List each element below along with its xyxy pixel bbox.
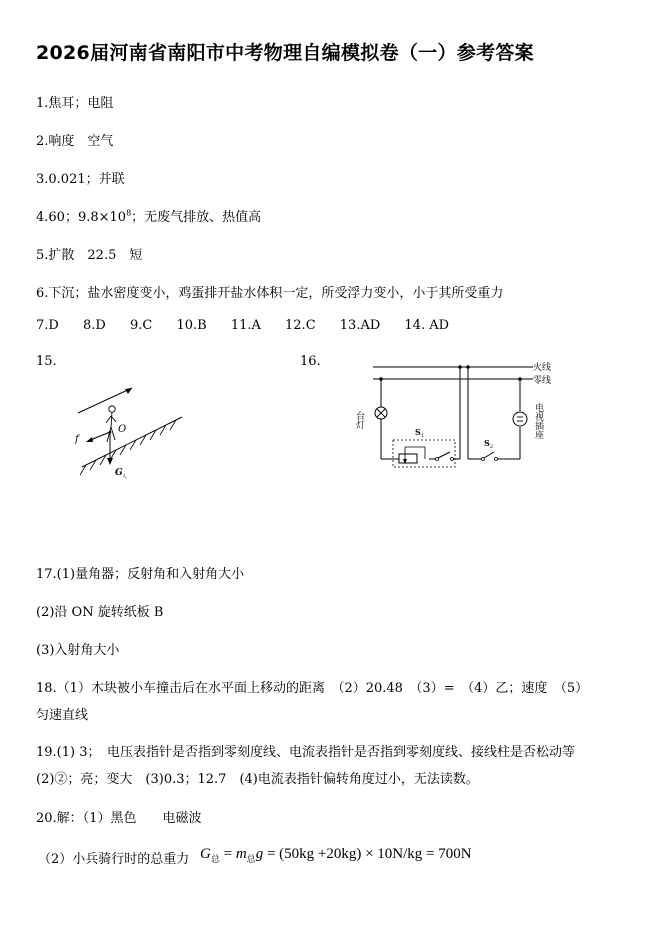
switch1-subscript: 1 — [421, 433, 425, 439]
answer-14: 14. AD — [404, 318, 450, 333]
answer-10: 10.B — [176, 318, 207, 333]
figure-15-slope-diagram — [70, 385, 200, 485]
answer-11: 11.A — [230, 318, 261, 333]
gravity-equation: $G_总 = m_总g = (50kg +20kg) \times 10N/kg = 700N$ — [200, 846, 472, 864]
point-o-label: O — [118, 424, 127, 435]
eq-m-subscript: 总 — [246, 854, 256, 864]
friction-label: f — [75, 434, 79, 445]
gravity-arrowhead — [107, 458, 113, 465]
answer-19-line2: (2)②；亮；变大 (3)0.3；12.7 (4)电流表指针偏转角度过小，无法读数。 — [36, 772, 479, 787]
gravity-label: G — [115, 468, 123, 478]
answer-17-part1: 17.(1)量角器；反射角和入射角大小 — [36, 567, 245, 582]
eq-m-symbol: m — [235, 846, 247, 862]
slope-hatching — [80, 420, 176, 475]
switch2-icon — [482, 452, 498, 461]
switch2-subscript: 2 — [490, 444, 494, 450]
lamp-label-1: 台灯 — [354, 411, 364, 429]
answer-5: 5.扩散 22.5 短 — [36, 248, 143, 263]
answer-20-part1: 20.解：（1）黑色 电磁波 — [36, 811, 202, 826]
answer-19-line1: 19.(1) 3； 电压表指针是否指到零刻度线、电流表指针是否指到零刻度线、接线柱是否松动等 — [36, 745, 575, 760]
neutral-wire-label: 零线 — [533, 376, 552, 386]
answer-7: 7.D — [36, 318, 59, 333]
answer-8: 8.D — [82, 318, 106, 333]
question-15-label: 15. — [36, 354, 57, 369]
answer-1: 1.焦耳；电阻 — [36, 96, 114, 111]
motion-direction-line — [78, 388, 132, 413]
eq-expression: = (50kg +20kg) × 10N/kg = 700N — [263, 846, 472, 862]
eq-g-symbol: G — [200, 846, 211, 862]
friction-arrowhead — [86, 437, 93, 442]
lamp-icon — [375, 407, 387, 419]
answers-choice-row — [36, 318, 469, 333]
answer-4-pre: 4.60；9.8×10 — [36, 210, 127, 225]
answer-4-post: ；无废气排放、热值高 — [131, 210, 262, 225]
answer-18-line1: 18.（1）木块被小车撞击后在水平面上移动的距离 （2）20.48 （3）= （4）乙；速度 （5） — [36, 681, 589, 696]
answer-6: 6.下沉；盐水密度变小，鸡蛋排开盐水体积一定，所受浮力变小，小于其所受重力 — [36, 286, 504, 301]
socket-branch — [468, 367, 520, 459]
live-wire-label: 火线 — [533, 363, 552, 373]
answer-4-exp: 8 — [126, 208, 132, 218]
answer-17-part3: (3)入射角大小 — [36, 643, 120, 658]
switch2-label: S — [484, 438, 490, 448]
answer-9: 9.C — [129, 318, 153, 333]
slope-surface — [82, 417, 182, 467]
switch1-label: S — [415, 427, 421, 437]
answer-17-part2: (2)沿 ON 旋转纸板 B — [36, 605, 164, 620]
answer-18-line2: 匀速直线 — [36, 708, 89, 723]
answer-4 — [36, 206, 261, 225]
eq-g-subscript: 总 — [210, 854, 220, 864]
answer-2: 2.响度 空气 — [36, 134, 114, 149]
figure-16-circuit-diagram — [345, 355, 560, 475]
socket-icon — [513, 412, 527, 426]
switch1-icon — [436, 452, 454, 461]
answer-20-part2: （2）小兵骑行时的总重力 — [38, 852, 190, 867]
answer-3: 3.0.021；并联 — [36, 172, 125, 187]
answer-13: 13.AD — [339, 318, 381, 333]
page-title: 2026届河南省南阳市中考物理自编模拟卷（一）参考答案 — [36, 42, 534, 64]
eq-small-g: g — [255, 846, 264, 862]
answer-12: 12.C — [285, 318, 316, 333]
person-figure — [106, 406, 116, 442]
rheostat-icon — [399, 447, 425, 464]
gravity-subscript: 人 — [122, 474, 128, 480]
question-16-label: 16. — [300, 354, 321, 369]
tv-socket-label: 电视插座 — [533, 403, 543, 439]
